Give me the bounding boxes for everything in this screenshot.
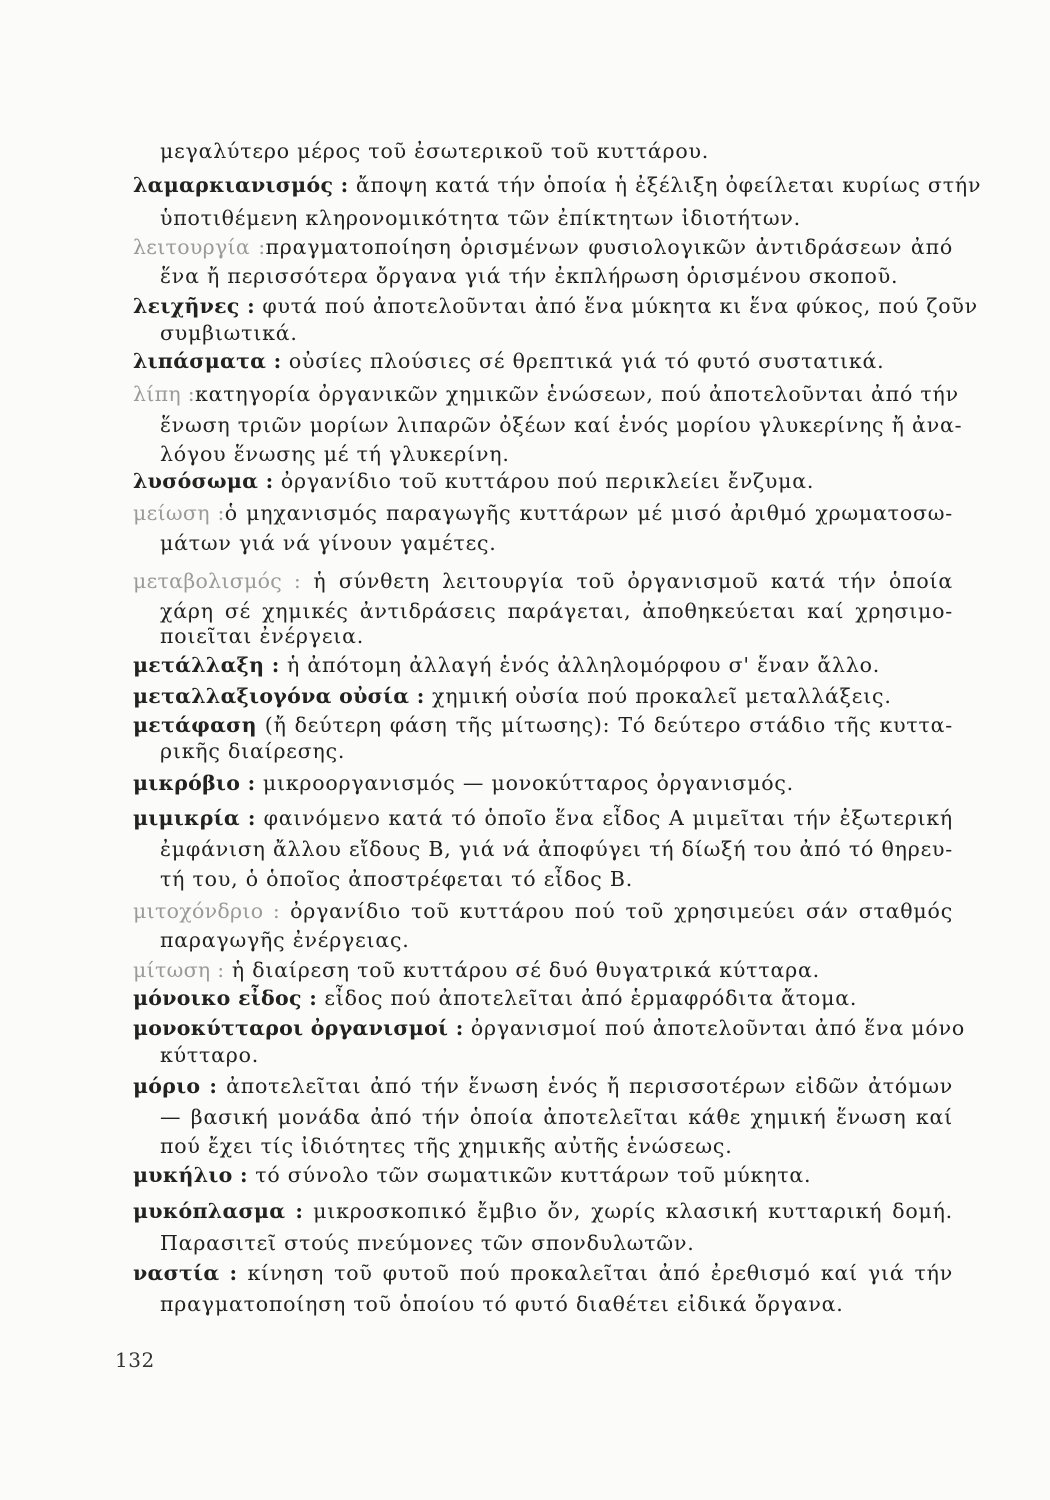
entry-mimicry: μιμικρία : φαινόμενο κατά τό ὁποῖο ἕνα εἶδος Α μιμεῖται τήν ἐξωτερική bbox=[133, 806, 953, 830]
text-line: τή του, ὁ ὁποῖος ἀποστρέφεται τό εἶδος Β. bbox=[160, 867, 634, 891]
entry-term: λειτουργία : bbox=[133, 235, 266, 259]
entry-term: λειχῆνες : bbox=[133, 294, 256, 318]
entry-term: μόριο : bbox=[133, 1074, 218, 1098]
entry-term: λυσόσωμα : bbox=[133, 469, 274, 493]
entry-mutagen: μεταλλαξιογόνα οὐσία : χημική οὐσία πού προκαλεῖ μεταλλάξεις. bbox=[133, 684, 892, 708]
text-line: χάρη σέ χημικές ἀντιδράσεις παράγεται, ἀποθηκεύεται καί χρησιμο- bbox=[160, 599, 953, 623]
text-line: ποιεῖται ἐνέργεια. bbox=[160, 624, 365, 648]
text-line: πού ἔχει τίς ἰδιότητες τῆς χημικῆς αὐτῆς ἑνώσεως. bbox=[160, 1134, 733, 1158]
entry-term: μιμικρία : bbox=[133, 806, 256, 830]
entry-term: μετάφαση bbox=[133, 713, 257, 737]
entry-term: μυκήλιο : bbox=[133, 1163, 248, 1187]
text-line: ἕνωση τριῶν μορίων λιπαρῶν ὀξέων καί ἑνός μορίου γλυκερίνης ἤ ἀνα- bbox=[160, 413, 963, 437]
entry-term: μίτωση : bbox=[133, 958, 225, 982]
text-line: πραγματοποίηση τοῦ ὁποίου τό φυτό διαθέτει εἰδικά ὄργανα. bbox=[160, 1292, 844, 1316]
entry-mutation: μετάλλαξη : ἡ ἀπότομη ἀλλαγή ἑνός ἀλληλομόρφου σ' ἕναν ἄλλο. bbox=[133, 653, 881, 677]
entry-term: μείωση : bbox=[133, 501, 225, 525]
entry-term: μετάλλαξη : bbox=[133, 653, 280, 677]
entry-lipids: λίπη :κατηγορία ὀργανικῶν χημικῶν ἑνώσεων, πού ἀποτελοῦνται ἀπό τήν bbox=[133, 382, 959, 406]
entry-term: λίπη : bbox=[133, 382, 196, 406]
entry-term: μεταλλαξιογόνα οὐσία : bbox=[133, 684, 425, 708]
entry-metabolism: μεταβολισμός : ἡ σύνθετη λειτουργία τοῦ ὀργανισμοῦ κατά τήν ὁποία bbox=[133, 569, 953, 593]
entry-term: ναστία : bbox=[133, 1261, 238, 1285]
entry-meiosis: μείωση :ὁ μηχανισμός παραγωγῆς κυττάρων μέ μισό ἀριθμό χρωματοσω- bbox=[133, 501, 953, 525]
entry-fertilizers: λιπάσματα : οὐσίες πλούσιες σέ θρεπτικά γιά τό φυτό συστατικά. bbox=[133, 349, 885, 373]
entry-lamarckism: λαμαρκιανισμός : ἄποψη κατά τήν ὁποία ἡ ἐξέλιξη ὀφείλεται κυρίως στήν bbox=[133, 173, 982, 197]
page-number: 132 bbox=[115, 1348, 155, 1372]
text-line: ἐμφάνιση ἄλλου εἴδους Β, γιά νά ἀποφύγει τή δίωξή του ἀπό τό θηρευ- bbox=[160, 837, 953, 861]
entry-term: μυκόπλασμα : bbox=[133, 1199, 304, 1223]
entry-function: λειτουργία :πραγματοποίηση ὁρισμένων φυσιολογικῶν ἀντιδράσεων ἀπό bbox=[133, 235, 953, 259]
text-line: κύτταρο. bbox=[160, 1043, 260, 1067]
entry-metaphase: μετάφαση (ἤ δεύτερη φάση τῆς μίτωσης): Τό δεύτερο στάδιο τῆς κυττα- bbox=[133, 713, 953, 737]
entry-molecule: μόριο : ἀποτελεῖται ἀπό τήν ἕνωση ἑνός ἤ περισσοτέρων εἰδῶν ἀτόμων bbox=[133, 1074, 953, 1098]
entry-monoecious: μόνοικο εἶδος : εἶδος πού ἀποτελεῖται ἀπό ἑρμαφρόδιτα ἄτομα. bbox=[133, 986, 858, 1010]
text-line: συμβιωτικά. bbox=[160, 321, 298, 345]
text-line: — βασική μονάδα ἀπό τήν ὁποία ἀποτελεῖται κάθε χημική ἕνωση καί bbox=[160, 1105, 953, 1129]
entry-mitochondrion: μιτοχόνδριο : ὀργανίδιο τοῦ κυττάρου πού τοῦ χρησιμεύει σάν σταθμός bbox=[133, 899, 953, 923]
entry-term: μεταβολισμός : bbox=[133, 569, 302, 593]
entry-term: μικρόβιο : bbox=[133, 771, 256, 795]
entry-term: μιτοχόνδριο : bbox=[133, 899, 281, 923]
entry-lysosome: λυσόσωμα : ὀργανίδιο τοῦ κυττάρου πού περικλείει ἔνζυμα. bbox=[133, 469, 815, 493]
entry-term: μόνοικο εἶδος : bbox=[133, 986, 318, 1010]
text-line: ὑποτιθέμενη κληρονομικότητα τῶν ἐπίκτητων ἰδιοτήτων. bbox=[160, 206, 801, 230]
text-line: παραγωγῆς ἐνέργειας. bbox=[160, 928, 410, 952]
entry-nasty: ναστία : κίνηση τοῦ φυτοῦ πού προκαλεῖται ἀπό ἐρεθισμό καί γιά τήν bbox=[133, 1261, 953, 1285]
text-line: μάτων γιά νά γίνουν γαμέτες. bbox=[160, 531, 497, 555]
entry-microbe: μικρόβιο : μικροοργανισμός — μονοκύτταρος ὀργανισμός. bbox=[133, 771, 794, 795]
text-line: Παρασιτεῖ στούς πνεύμονες τῶν σπονδυλωτῶν. bbox=[160, 1231, 695, 1255]
text-line: μεγαλύτερο μέρος τοῦ ἐσωτερικοῦ τοῦ κυττάρου. bbox=[160, 139, 710, 163]
entry-lichens: λειχῆνες : φυτά πού ἀποτελοῦνται ἀπό ἕνα μύκητα κι ἕνα φύκος, πού ζοῦν bbox=[133, 294, 978, 318]
text-line: ἕνα ἤ περισσότερα ὄργανα γιά τήν ἐκπλήρωση ὁρισμένου σκοποῦ. bbox=[160, 264, 899, 288]
entry-mitosis: μίτωση : ἡ διαίρεση τοῦ κυττάρου σέ δυό θυγατρικά κύτταρα. bbox=[133, 958, 820, 982]
entry-term: λιπάσματα : bbox=[133, 349, 282, 373]
text-line: ρικῆς διαίρεσης. bbox=[160, 739, 346, 763]
entry-term: λαμαρκιανισμός : bbox=[133, 173, 349, 197]
entry-term: μονοκύτταροι ὀργανισμοί : bbox=[133, 1016, 464, 1040]
entry-unicellular: μονοκύτταροι ὀργανισμοί : ὀργανισμοί πού ἀποτελοῦνται ἀπό ἕνα μόνο bbox=[133, 1016, 965, 1040]
entry-mycoplasma: μυκόπλασμα : μικροσκοπικό ἔμβιο ὄν, χωρίς κλασική κυτταρική δομή. bbox=[133, 1199, 954, 1223]
text-line: λόγου ἕνωσης μέ τή γλυκερίνη. bbox=[160, 442, 510, 466]
entry-mycelium: μυκήλιο : τό σύνολο τῶν σωματικῶν κυττάρων τοῦ μύκητα. bbox=[133, 1163, 812, 1187]
